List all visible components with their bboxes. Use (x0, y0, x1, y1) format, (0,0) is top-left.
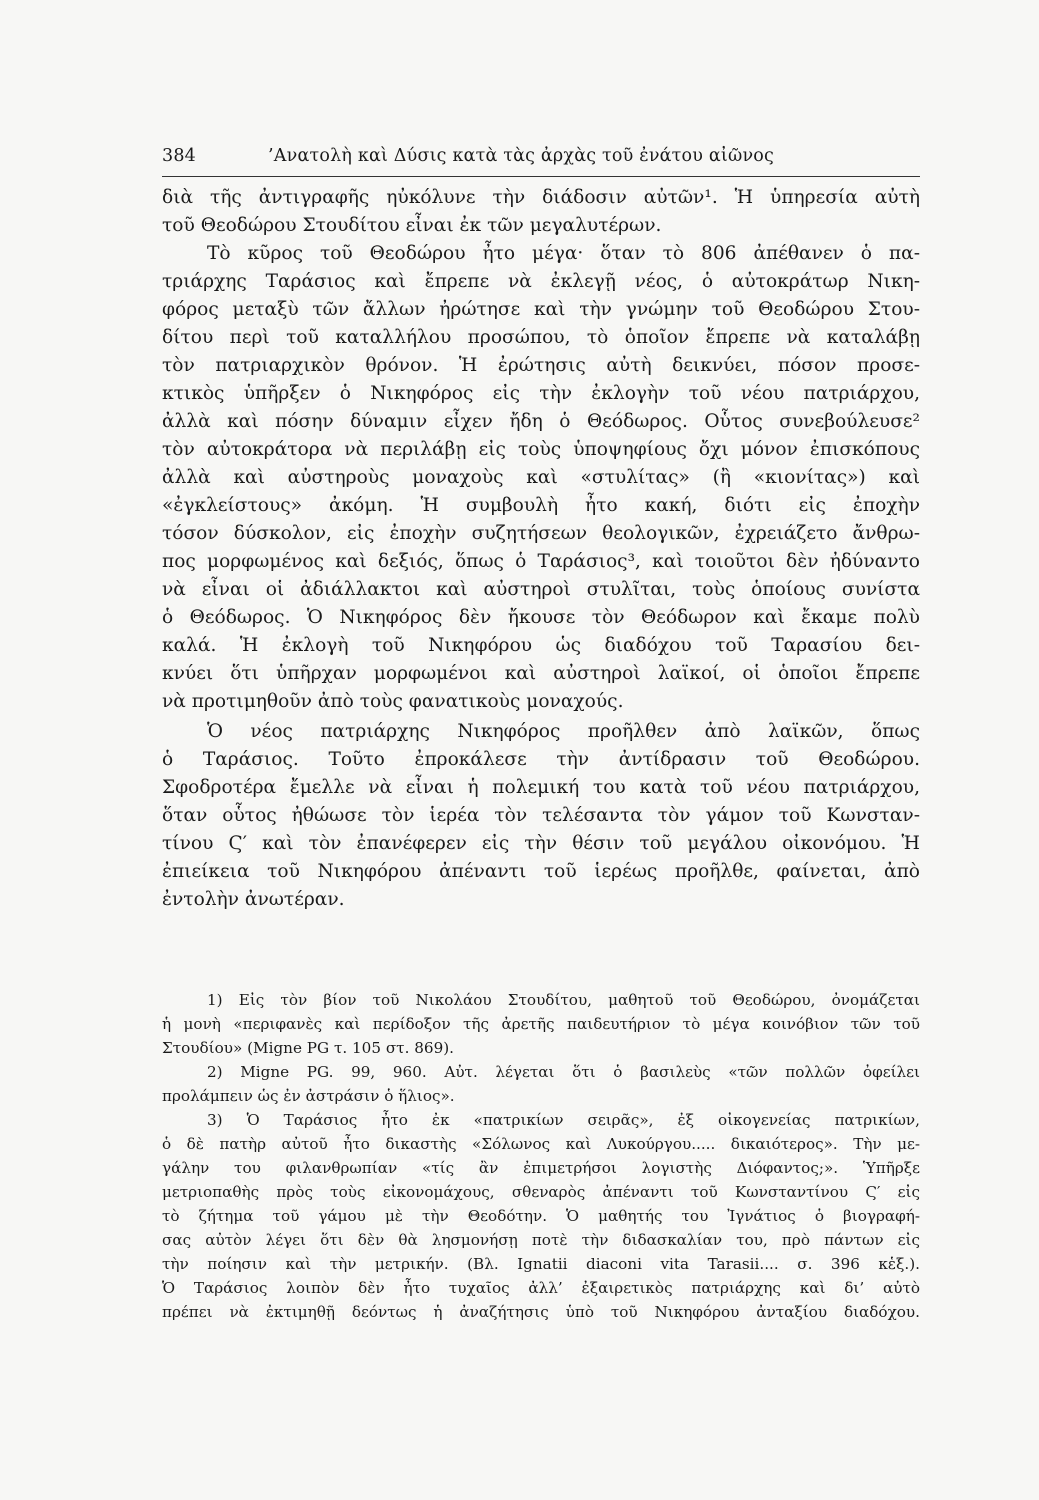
text-line: πος μορφωμένος καὶ δεξιός, ὅπως ὁ Ταράσιος³, καὶ τοιοῦτοι δὲν ἠδύναντο (162, 551, 920, 572)
footnote-line: τὴν ποίησιν καὶ τὴν μετρικήν. (Βλ. Ignatii diaconi vita Tarasii.... σ. 396 κἑξ.). (162, 1255, 920, 1273)
text-line: νὰ εἶναι οἱ ἀδιάλλακτοι καὶ αὐστηροὶ στυλῖται, τοὺς ὁποίους συνίστα (162, 579, 920, 600)
text-line: νὰ προτιμηθοῦν ἀπὸ τοὺς φανατικοὺς μοναχούς. (162, 691, 624, 712)
text-line: δίτου περὶ τοῦ καταλλήλου προσώπου, τὸ ὁποῖον ἔπρεπε νὰ καταλάβῃ (162, 327, 920, 348)
text-line: κνύει ὅτι ὑπῆρχαν μορφωμένοι καὶ αὐστηροὶ λαϊκοί, οἱ ὁποῖοι ἔπρεπε (162, 663, 920, 684)
text-line: τὸν αὐτοκράτορα νὰ περιλάβῃ εἰς τοὺς ὑποψηφίους ὄχι μόνον ἐπισκόπους (162, 439, 920, 460)
text-line: Σφοδροτέρα ἔμελλε νὰ εἶναι ἡ πολεμική του κατὰ τοῦ νέου πατριάρχου, (162, 777, 920, 798)
text-line: «ἐγκλείστους» ἀκόμη. Ἡ συμβουλὴ ἦτο κακή, διότι εἰς ἐποχὴν (162, 495, 920, 516)
text-line: Τὸ κῦρος τοῦ Θεοδώρου ἦτο μέγα· ὅταν τὸ 806 ἀπέθανεν ὁ πα- (207, 243, 920, 264)
text-line: ἐπιείκεια τοῦ Νικηφόρου ἀπέναντι τοῦ ἱερέως προῆλθε, φαίνεται, ἀπὸ (162, 861, 920, 882)
footnote-line: Στουδίου» (Migne PG τ. 105 στ. 869). (162, 1039, 454, 1057)
footnote-line: 3) Ὁ Ταράσιος ἦτο ἐκ «πατρικίων σειρᾶς», ἐξ οἰκογενείας πατρικίων, (207, 1111, 920, 1129)
text-line: τόσον δύσκολον, εἰς ἐποχὴν συζητήσεων θεολογικῶν, ἐχρειάζετο ἄνθρω- (162, 523, 920, 544)
running-title: ’Ανατολὴ καὶ Δύσις κατὰ τὰς ἀρχὰς τοῦ ἐνάτου αἰῶνος (268, 146, 775, 166)
text-line: τὸν πατριαρχικὸν θρόνον. Ἡ ἐρώτησις αὐτὴ δεικνύει, πόσον προσε- (162, 355, 920, 376)
footnote-line: ὁ δὲ πατὴρ αὐτοῦ ἦτο δικαστὴς «Σόλωνος καὶ Λυκούργου..... δικαιότερος». Τὴν με- (162, 1135, 920, 1153)
text-line: φόρος μεταξὺ τῶν ἄλλων ἠρώτησε καὶ τὴν γνώμην τοῦ Θεοδώρου Στου- (162, 299, 920, 320)
text-line: διὰ τῆς ἀντιγραφῆς ηὐκόλυνε τὴν διάδοσιν αὐτῶν¹. Ἡ ὑπηρεσία αὐτὴ (162, 187, 920, 208)
footnote-line: 2) Migne PG. 99, 960. Αὐτ. λέγεται ὅτι ὁ βασιλεὺς «τῶν πολλῶν ὀφείλει (207, 1063, 920, 1081)
page-header (162, 146, 918, 166)
footnote-line: 1) Εἰς τὸν βίον τοῦ Νικολάου Στουδίτου, μαθητοῦ τοῦ Θεοδώρου, ὀνομάζεται (207, 991, 920, 1009)
text-line: τοῦ Θεοδώρου Στουδίτου εἶναι ἐκ τῶν μεγαλυτέρων. (162, 215, 662, 236)
footnote-line: μετριοπαθὴς πρὸς τοὺς εἰκονομάχους, σθεναρὸς ἀπέναντι τοῦ Κωνσταντίνου Ϛ′ εἰς (162, 1183, 920, 1201)
footnote-line: γάλην του φιλανθρωπίαν «τίς ἂν ἐπιμετρήσοι λογιστὴς Διόφαντος;». Ὑπῆρξε (162, 1159, 920, 1177)
page-number: 384 (162, 146, 197, 166)
footnote-line: σας αὐτὸν λέγει ὅτι δὲν θὰ λησμονήσῃ ποτὲ τὴν διδασκαλίαν του, πρὸ πάντων εἰς (162, 1231, 920, 1249)
text-line: ἀλλὰ καὶ πόσην δύναμιν εἶχεν ἤδη ὁ Θεόδωρος. Οὗτος συνεβούλευσε² (162, 411, 920, 432)
text-line: ἐντολὴν ἀνωτέραν. (162, 889, 345, 910)
text-line: κτικὸς ὑπῆρξεν ὁ Νικηφόρος εἰς τὴν ἐκλογὴν τοῦ νέου πατριάρχου, (162, 383, 920, 404)
footnote-line: τὸ ζήτημα τοῦ γάμου μὲ τὴν Θεοδότην. Ὁ μαθητής του Ἰγνάτιος ὁ βιογραφή- (162, 1207, 920, 1225)
text-line: τίνου Ϛ′ καὶ τὸν ἐπανέφερεν εἰς τὴν θέσιν τοῦ μεγάλου οἰκονόμου. Ἡ (162, 833, 920, 854)
header-rule (162, 176, 920, 177)
text-line: ὅταν οὗτος ἠθώωσε τὸν ἱερέα τὸν τελέσαντα τὸν γάμον τοῦ Κωνσταν- (162, 805, 920, 826)
text-line: ὁ Ταράσιος. Τοῦτο ἐπροκάλεσε τὴν ἀντίδρασιν τοῦ Θεοδώρου. (162, 749, 920, 770)
text-line: τριάρχης Ταράσιος καὶ ἔπρεπε νὰ ἐκλεγῇ νέος, ὁ αὐτοκράτωρ Νικη- (162, 271, 920, 292)
text-line: καλά. Ἡ ἐκλογὴ τοῦ Νικηφόρου ὡς διαδόχου τοῦ Ταρασίου δει- (162, 635, 920, 656)
text-line: Ὁ νέος πατριάρχης Νικηφόρος προῆλθεν ἀπὸ λαϊκῶν, ὅπως (207, 721, 920, 742)
text-line: ὁ Θεόδωρος. Ὁ Νικηφόρος δὲν ἤκουσε τὸν Θεόδωρον καὶ ἔκαμε πολὺ (162, 607, 920, 628)
footnote-line: πρέπει νὰ ἐκτιμηθῇ δεόντως ἡ ἀναζήτησις ὑπὸ τοῦ Νικηφόρου ἀνταξίου διαδόχου. (162, 1303, 920, 1321)
footnote-line: ἡ μονὴ «περιφανὲς καὶ περίδοξον τῆς ἀρετῆς παιδευτήριον τὸ μέγα κοινόβιον τῶν τοῦ (162, 1015, 920, 1033)
footnote-line: προλάμπειν ὡς ἐν ἀστράσιν ὁ ἥλιος». (162, 1087, 455, 1105)
text-line: ἀλλὰ καὶ αὐστηροὺς μοναχοὺς καὶ «στυλίτας» (ἢ «κιονίτας») καὶ (162, 467, 920, 488)
footnote-line: Ὁ Ταράσιος λοιπὸν δὲν ἦτο τυχαῖος ἀλλ’ ἐξαιρετικὸς πατριάρχης καὶ δι’ αὐτὸ (162, 1279, 920, 1297)
